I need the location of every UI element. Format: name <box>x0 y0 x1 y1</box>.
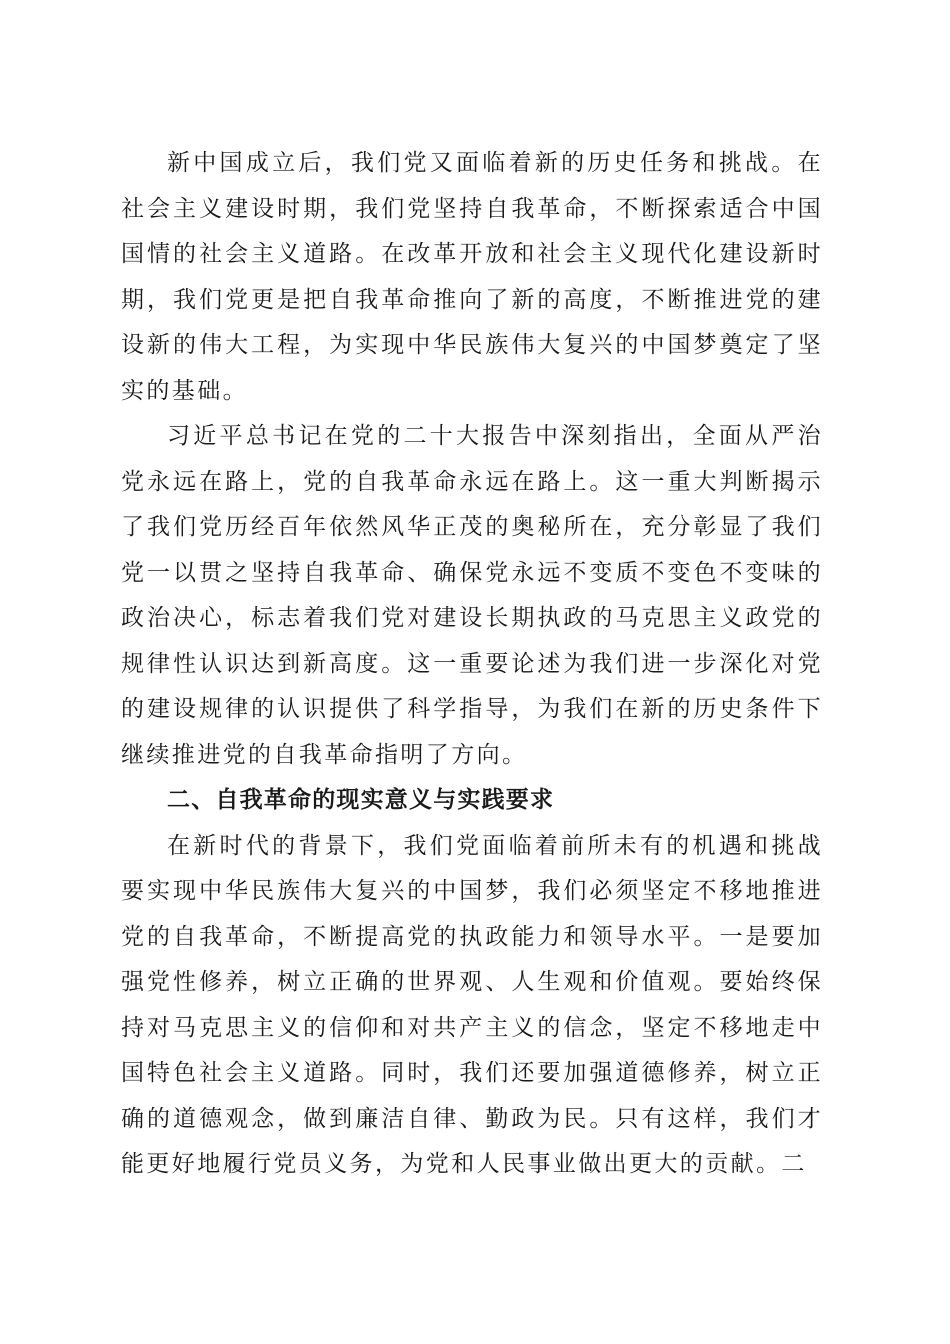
document-body <box>121 141 823 1188</box>
section-heading: 二、自我革命的现实意义与实践要求 <box>167 787 555 813</box>
paragraph-history: 新中国成立后，我们党又面临着新的历史任务和挑战。在社会主义建设时期，我们党坚持自我革命，不断探索适合中国国情的社会主义道路。在改革开放和社会主义现代化建设新时期，我们党更是把自我革命推向了新的高度，不断推进党的建设新的伟大工程，为实现中华民族伟大复兴的中国梦奠定了坚实的基础。 <box>121 150 823 404</box>
paragraph-twentieth-congress: 习近平总书记在党的二十大报告中深刻指出，全面从严治党永远在路上，党的自我革命永远在路上。这一重大判断揭示了我们党历经百年依然风华正茂的奥秘所在，充分彰显了我们党一以贯之坚持自我革命、确保党永远不变质不变色不变味的政治决心，标志着我们党对建设长期执政的马克思主义政党的规律性认识达到新高度。这一重要论述为我们进一步深化对党的建设规律的认识提供了科学指导，为我们在新的历史条件下继续推进党的自我革命指明了方向。 <box>121 423 823 768</box>
paragraph-new-era: 在新时代的背景下，我们党面临着前所未有的机遇和挑战要实现中华民族伟大复兴的中国梦，我们必须坚定不移地推进党的自我革命，不断提高党的执政能力和领导水平。一是要加强党性修养，树立正确的世界观、人生观和价值观。要始终保持对马克思主义的信仰和对共产主义的信念，坚定不移地走中国特色社会主义道路。同时，我们还要加强道德修养，树立正确的道德观念，做到廉洁自律、勤政为民。只有这样，我们才能更好地履行党员义务，为党和人民事业做出更大的贡献。二 <box>121 832 823 1177</box>
